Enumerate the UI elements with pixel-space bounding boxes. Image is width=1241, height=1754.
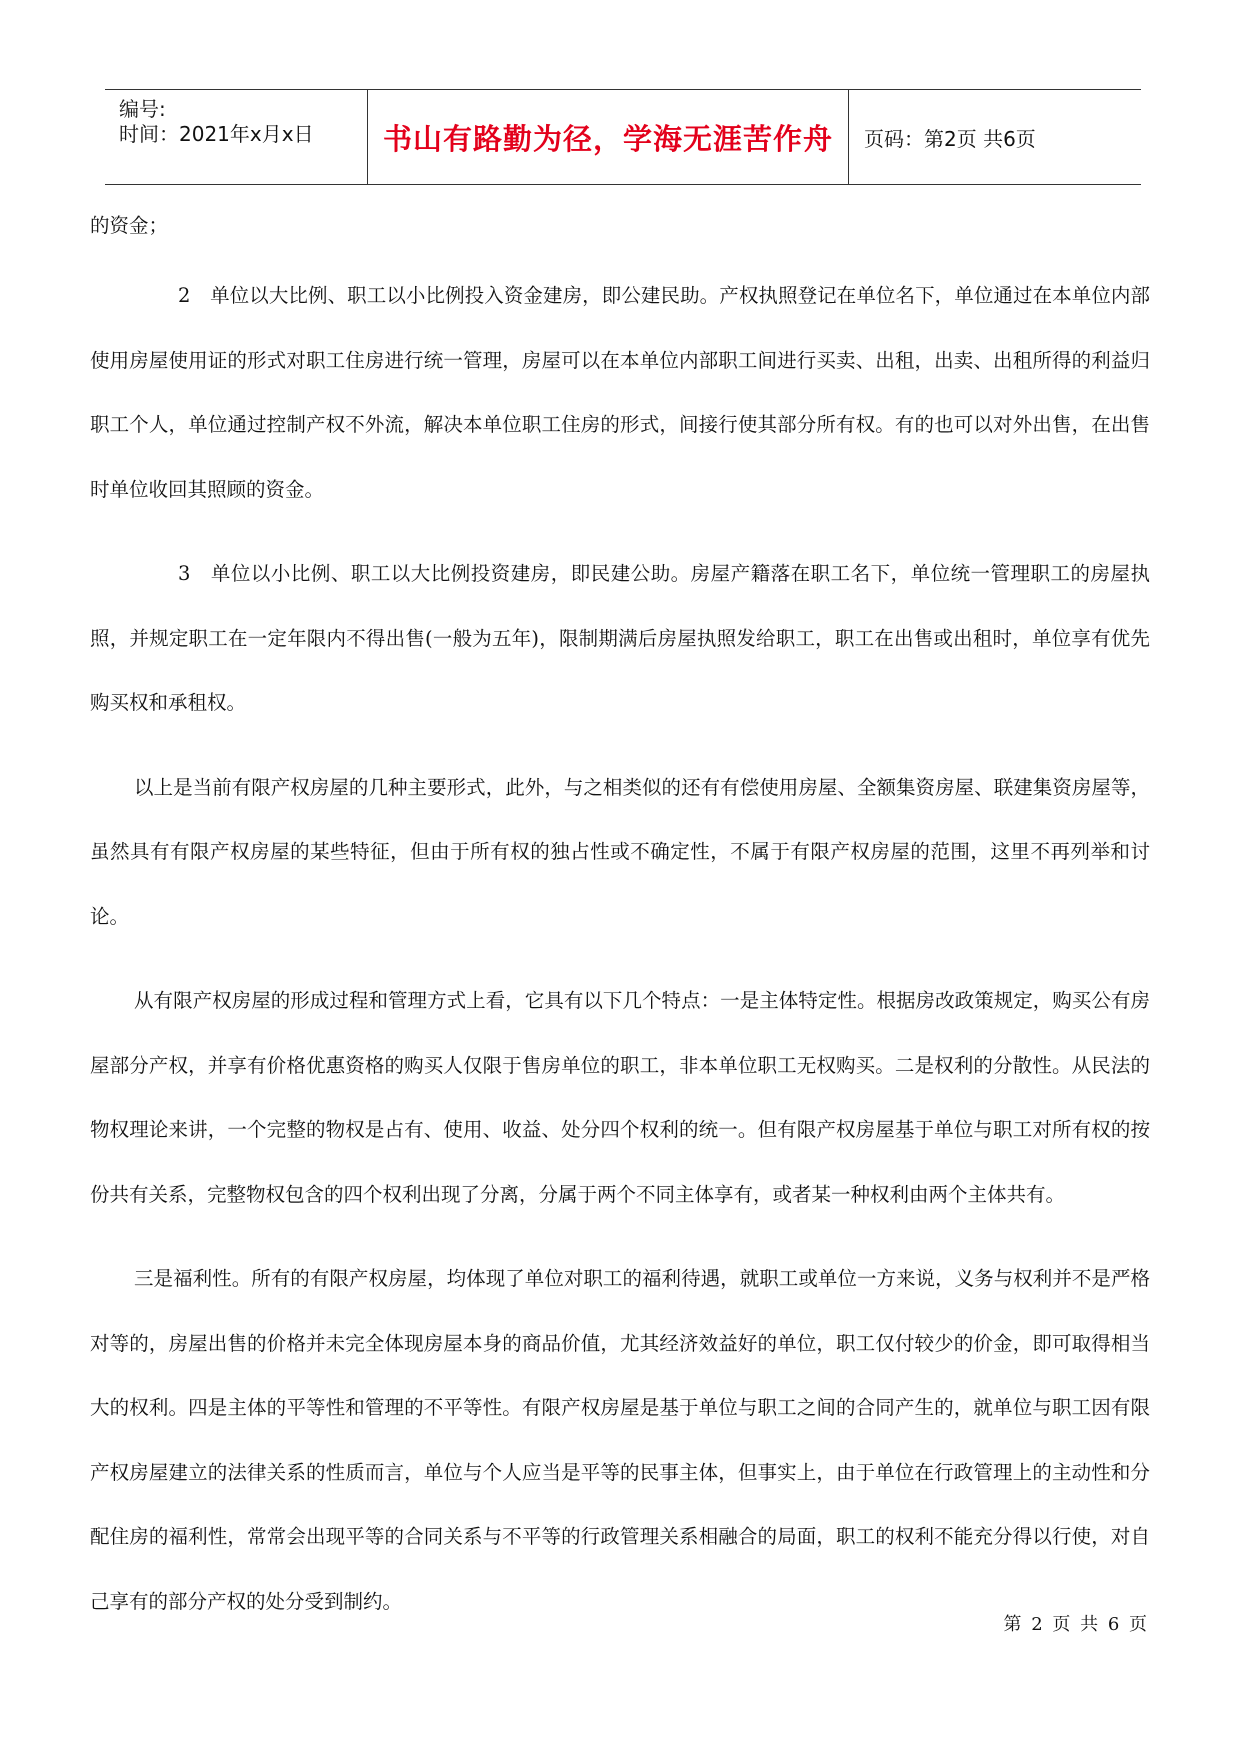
header-motto: 书山有路勤为径，学海无涯苦作舟 <box>382 121 833 156</box>
body-paragraph: 以上是当前有限产权房屋的几种主要形式，此外，与之相类似的还有有偿使用房屋、全额集资房屋、联建集资房屋等，虽然具有有限产权房屋的某些特征，但由于所有权的独占性或不确定性，不属于有限产权房屋的范围，这里不再列举和讨论。 <box>90 775 1150 928</box>
document-header <box>105 89 1141 185</box>
body-paragraph: 2 单位以大比例、职工以小比例投入资金建房，即公建民助。产权执照登记在单位名下，单位通过在本单位内部使用房屋使用证的形式对职工住房进行统一管理，房屋可以在本单位内部职工间进行买卖、出租，出卖、出租所得的利益归职工个人，单位通过控制产权不外流，解决本单位职工住房的形式，间接行使其部分所有权。有的也可以对外出售，在出售时单位收回其照顾的资金。 <box>90 284 1150 501</box>
document-time-label: 时间：2021年x月x日 <box>119 122 314 146</box>
header-page-cell <box>850 90 1141 184</box>
header-info-cell <box>105 90 368 184</box>
document-body <box>90 208 1150 1654</box>
header-page-code: 页码：第2页 共6页 <box>864 126 1036 151</box>
page-footer: 第 2 页 共 6 页 <box>1003 1614 1149 1635</box>
body-paragraph: 三是福利性。所有的有限产权房屋，均体现了单位对职工的福利待遇，就职工或单位一方来说，义务与权利并不是严格对等的，房屋出售的价格并未完全体现房屋本身的商品价值，尤其经济效益好的单位，职工仅付较少的价金，即可取得相当大的权利。四是主体的平等性和管理的不平等性。有限产权房屋是基于单位与职工之间的合同产生的，就单位与职工因有限产权房屋建立的法律关系的性质而言，单位与个人应当是平等的民事主体，但事实上，由于单位在行政管理上的主动性和分配住房的福利性，常常会出现平等的合同关系与不平等的行政管理关系相融合的局面，职工的权利不能充分得以行使，对自己享有的部分产权的处分受到制约。 <box>90 1267 1150 1613</box>
body-paragraph: 3 单位以小比例、职工以大比例投资建房，即民建公助。房屋产籍落在职工名下，单位统一管理职工的房屋执照，并规定职工在一定年限内不得出售(一般为五年)，限制期满后房屋执照发给职工，职工在出售或出租时，单位享有优先购买权和承租权。 <box>90 562 1150 714</box>
body-paragraph: 的资金； <box>90 214 169 237</box>
document-number-label: 编号: <box>119 97 166 121</box>
header-motto-cell <box>368 90 849 184</box>
body-paragraph: 从有限产权房屋的形成过程和管理方式上看，它具有以下几个特点：一是主体特定性。根据房改政策规定，购买公有房屋部分产权，并享有价格优惠资格的购买人仅限于售房单位的职工，非本单位职工无权购买。二是权利的分散性。从民法的物权理论来讲，一个完整的物权是占有、使用、收益、处分四个权利的统一。但有限产权房屋基于单位与职工对所有权的按份共有关系，完整物权包含的四个权利出现了分离，分属于两个不同主体享有，或者某一种权利由两个主体共有。 <box>90 989 1150 1206</box>
